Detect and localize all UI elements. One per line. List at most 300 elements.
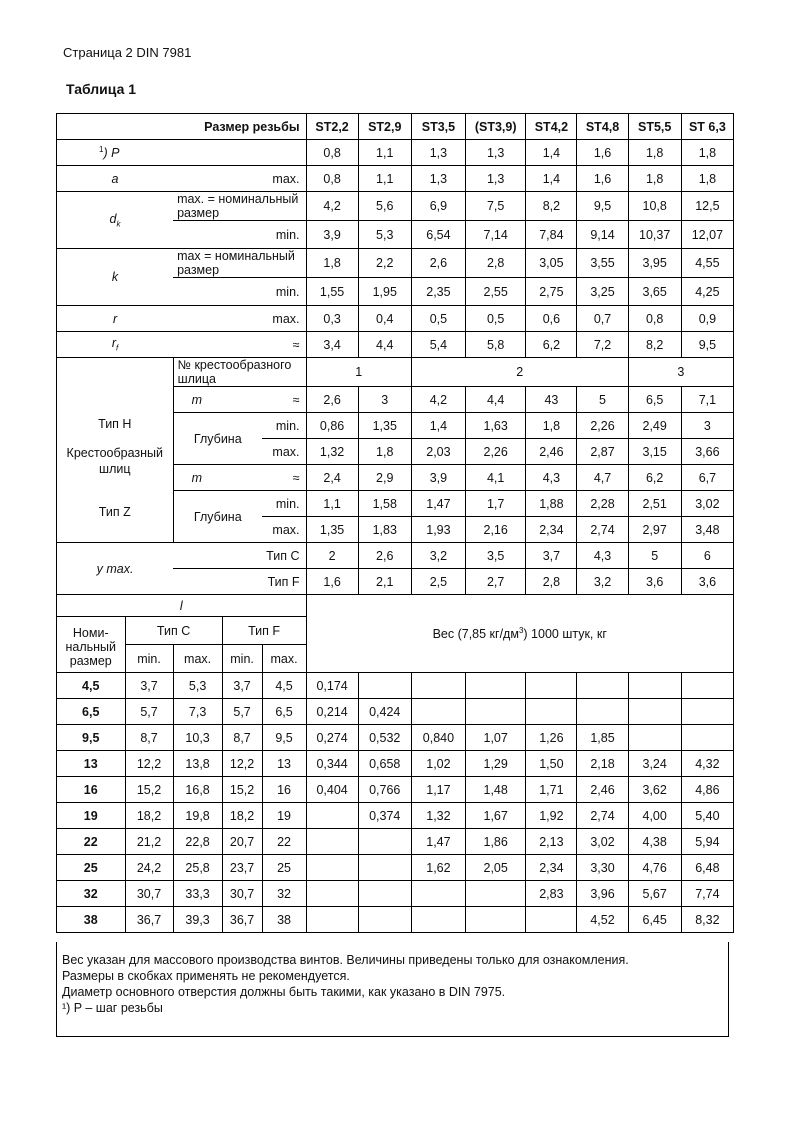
value-cell: 2,87 [577, 439, 628, 465]
value-cell: 2,1 [358, 569, 411, 595]
value-cell: 2,75 [526, 278, 577, 306]
weight-value: 4,38 [628, 829, 681, 855]
value-cell: 2,97 [628, 517, 681, 543]
dk-symbol: d [109, 211, 117, 226]
table-row [57, 166, 734, 192]
length-value: 23,7 [222, 855, 262, 881]
value-cell: 6,5 [628, 387, 681, 413]
value-cell: 3,15 [628, 439, 681, 465]
weight-value: 1,50 [526, 751, 577, 777]
length-value: 30,7 [125, 881, 173, 907]
value-cell: 1,7 [466, 491, 526, 517]
rf-subscript: f [116, 343, 119, 353]
weight-value [466, 881, 526, 907]
weight-value: 1,02 [411, 751, 465, 777]
weight-value: 0,344 [306, 751, 358, 777]
value-cell: 3,48 [681, 517, 733, 543]
value-cell: 12,5 [681, 192, 733, 221]
value-cell: 2,26 [577, 413, 628, 439]
value-cell: 5,6 [358, 192, 411, 221]
nominal-length: 38 [57, 907, 126, 933]
note-line: Размеры в скобках применять не рекомендуется. [62, 969, 350, 983]
value-cell: 4,3 [526, 465, 577, 491]
value-cell: 12,07 [681, 221, 733, 249]
r-label: r [57, 306, 174, 332]
note-line: ¹) P – шаг резьбы [62, 1001, 163, 1015]
length-value: 3,7 [222, 673, 262, 699]
weight-value [411, 881, 465, 907]
length-value: 6,5 [262, 699, 306, 725]
value-cell: 2,9 [358, 465, 411, 491]
table-row [57, 725, 734, 751]
value-cell: 3,7 [526, 543, 577, 569]
pitch-symbol: ) P [103, 146, 120, 161]
value-cell: 2,8 [466, 249, 526, 278]
table-row [57, 140, 734, 166]
recess-no: 3 [628, 358, 733, 387]
value-cell: 1,4 [526, 166, 577, 192]
weight-value [577, 673, 628, 699]
value-cell: 1,88 [526, 491, 577, 517]
weight-value: 3,96 [577, 881, 628, 907]
weight-value: 0,174 [306, 673, 358, 699]
value-cell: 1,47 [411, 491, 465, 517]
table-row [57, 358, 734, 387]
table-row [57, 699, 734, 725]
weight-value [681, 699, 733, 725]
table-row [57, 751, 734, 777]
value-cell: 3,4 [306, 332, 358, 358]
limit-label: max. [173, 166, 306, 192]
table-row [57, 881, 734, 907]
value-cell: 0,8 [306, 166, 358, 192]
max-label: max. [262, 517, 306, 543]
weight-value: 3,62 [628, 777, 681, 803]
length-label: l [57, 595, 307, 617]
table-row [57, 907, 734, 933]
value-cell: 0,5 [466, 306, 526, 332]
thread-size-header: ST4,2 [526, 114, 577, 140]
length-value: 19,8 [173, 803, 222, 829]
weight-sup: 3 [518, 625, 524, 635]
value-cell: 0,86 [306, 413, 358, 439]
value-cell: 1,1 [358, 166, 411, 192]
weight-value: 1,86 [466, 829, 526, 855]
value-cell: 3 [358, 387, 411, 413]
value-cell: 9,5 [681, 332, 733, 358]
max-label: max. [262, 439, 306, 465]
value-cell: 1,4 [526, 140, 577, 166]
pitch-label [57, 140, 307, 166]
table-row [57, 855, 734, 881]
footnote-mark: 1 [99, 144, 104, 154]
length-value: 32 [262, 881, 306, 907]
value-cell: 4,1 [466, 465, 526, 491]
nominal-length: 25 [57, 855, 126, 881]
dk-subscript: k [116, 219, 121, 229]
length-value: 39,3 [173, 907, 222, 933]
value-cell: 2,28 [577, 491, 628, 517]
value-cell: 3,55 [577, 249, 628, 278]
value-cell: 1,3 [466, 166, 526, 192]
weight-value: 4,76 [628, 855, 681, 881]
length-value: 16 [262, 777, 306, 803]
length-value: 19 [262, 803, 306, 829]
value-cell: 2,55 [466, 278, 526, 306]
length-value: 13 [262, 751, 306, 777]
value-cell: 6,7 [681, 465, 733, 491]
value-cell: 1,1 [358, 140, 411, 166]
value-cell: 6,9 [411, 192, 465, 221]
weight-value: 8,32 [681, 907, 733, 933]
length-value: 12,2 [125, 751, 173, 777]
value-cell: 1,32 [306, 439, 358, 465]
k-label: k [57, 249, 174, 306]
weight-value: 1,71 [526, 777, 577, 803]
length-value: 21,2 [125, 829, 173, 855]
max-label: max. [262, 645, 306, 673]
note-line: Диаметр основного отверстия должны быть такими, как указано в DIN 7975. [62, 985, 506, 999]
value-cell: 4,4 [466, 387, 526, 413]
nominal-length: 4,5 [57, 673, 126, 699]
value-cell: 0,7 [577, 306, 628, 332]
value-cell: 3,02 [681, 491, 733, 517]
length-value: 24,2 [125, 855, 173, 881]
value-cell: 5 [577, 387, 628, 413]
min-label: min. [222, 645, 262, 673]
value-cell: 1,3 [466, 140, 526, 166]
value-cell: 1,6 [577, 140, 628, 166]
weight-value: 1,32 [411, 803, 465, 829]
value-cell: 2,6 [358, 543, 411, 569]
value-cell: 1,8 [306, 249, 358, 278]
weight-value [466, 699, 526, 725]
nominal-length: 32 [57, 881, 126, 907]
thread-size-header: (ST3,9) [466, 114, 526, 140]
weight-value: 1,47 [411, 829, 465, 855]
weight-value: 2,34 [526, 855, 577, 881]
value-cell: 2,2 [358, 249, 411, 278]
weight-value: 0,766 [358, 777, 411, 803]
value-cell: 3,2 [411, 543, 465, 569]
value-cell: 1,8 [526, 413, 577, 439]
weight-value: 2,46 [577, 777, 628, 803]
weight-value [526, 673, 577, 699]
weight-value: 7,74 [681, 881, 733, 907]
weight-label: Вес (7,85 кг/дм [432, 627, 519, 642]
value-cell: 9,5 [577, 192, 628, 221]
m-label [173, 387, 262, 413]
length-value: 3,7 [125, 673, 173, 699]
table-row [57, 777, 734, 803]
min-label: min. [125, 645, 173, 673]
value-cell: 2,4 [306, 465, 358, 491]
weight-value: 1,67 [466, 803, 526, 829]
value-cell: 3,9 [306, 221, 358, 249]
length-value: 5,7 [222, 699, 262, 725]
value-cell: 2,74 [577, 517, 628, 543]
value-cell: 4,4 [358, 332, 411, 358]
value-cell: 1,63 [466, 413, 526, 439]
a-label: a [57, 166, 174, 192]
value-cell: 9,14 [577, 221, 628, 249]
value-cell: 2,35 [411, 278, 465, 306]
value-cell: 0,8 [306, 140, 358, 166]
thread-size-header: ST 6,3 [681, 114, 733, 140]
value-cell: 10,37 [628, 221, 681, 249]
value-cell: 3,05 [526, 249, 577, 278]
rf-label [57, 332, 174, 358]
value-cell: 2 [306, 543, 358, 569]
value-cell: 2,26 [466, 439, 526, 465]
weight-value [411, 907, 465, 933]
weight-value: 1,92 [526, 803, 577, 829]
m-symbol: m [191, 470, 202, 485]
value-cell: 5 [628, 543, 681, 569]
value-cell: 43 [526, 387, 577, 413]
weight-value [526, 907, 577, 933]
length-value: 33,3 [173, 881, 222, 907]
weight-value: 2,83 [526, 881, 577, 907]
table-row [57, 673, 734, 699]
limit-label: max. [173, 306, 306, 332]
length-value: 5,7 [125, 699, 173, 725]
value-cell: 4,2 [411, 387, 465, 413]
weight-value: 0,274 [306, 725, 358, 751]
type-f-label: Тип F [173, 569, 306, 595]
value-cell: 3,2 [577, 569, 628, 595]
value-cell: 0,9 [681, 306, 733, 332]
length-value: 16,8 [173, 777, 222, 803]
value-cell: 4,2 [306, 192, 358, 221]
value-cell: 4,3 [577, 543, 628, 569]
thread-size-header: ST2,2 [306, 114, 358, 140]
value-cell: 1,1 [306, 491, 358, 517]
weight-value: 0,840 [411, 725, 465, 751]
value-cell: 1,93 [411, 517, 465, 543]
weight-header [306, 595, 733, 673]
table-row [57, 829, 734, 855]
weight-value: 1,48 [466, 777, 526, 803]
value-cell: 1,8 [681, 166, 733, 192]
length-value: 20,7 [222, 829, 262, 855]
value-cell: 1,35 [306, 517, 358, 543]
value-cell: 5,3 [358, 221, 411, 249]
weight-value: 5,40 [681, 803, 733, 829]
table-row [57, 306, 734, 332]
type-c-label: Тип C [173, 543, 306, 569]
weight-value: 2,13 [526, 829, 577, 855]
length-value: 36,7 [222, 907, 262, 933]
min-label: min. [262, 413, 306, 439]
weight-value: 5,94 [681, 829, 733, 855]
value-cell: 0,8 [628, 306, 681, 332]
page-header: Страница 2 DIN 7981 [63, 45, 192, 60]
m-symbol: m [191, 392, 202, 407]
value-cell: 0,4 [358, 306, 411, 332]
value-cell: 0,5 [411, 306, 465, 332]
value-cell: 2,03 [411, 439, 465, 465]
weight-value: 4,86 [681, 777, 733, 803]
weight-value [411, 699, 465, 725]
nominal-length: 16 [57, 777, 126, 803]
value-cell: 1,83 [358, 517, 411, 543]
weight-value: 3,30 [577, 855, 628, 881]
weight-suffix: ) 1000 штук, кг [523, 627, 607, 642]
table-row [57, 249, 734, 278]
weight-value [526, 699, 577, 725]
weight-value [306, 881, 358, 907]
value-cell: 2,46 [526, 439, 577, 465]
limit-label: ≈ [173, 332, 306, 358]
weight-value: 1,26 [526, 725, 577, 751]
recess-no-label: № крестообразного шлица [173, 358, 306, 387]
limit-label: ≈ [262, 387, 306, 413]
table-row [57, 803, 734, 829]
value-cell: 7,2 [577, 332, 628, 358]
value-cell: 0,3 [306, 306, 358, 332]
weight-value: 1,85 [577, 725, 628, 751]
weight-value [411, 673, 465, 699]
weight-value: 4,32 [681, 751, 733, 777]
value-cell: 3,25 [577, 278, 628, 306]
length-value: 18,2 [222, 803, 262, 829]
depth-label: Глубина [173, 491, 262, 543]
length-value: 30,7 [222, 881, 262, 907]
value-cell: 2,6 [411, 249, 465, 278]
value-cell: 0,6 [526, 306, 577, 332]
value-cell: 3 [681, 413, 733, 439]
table-row [57, 332, 734, 358]
value-cell: 1,55 [306, 278, 358, 306]
value-cell: 3,66 [681, 439, 733, 465]
value-cell: 8,2 [628, 332, 681, 358]
value-cell: 1,95 [358, 278, 411, 306]
weight-value: 5,67 [628, 881, 681, 907]
m-label [173, 465, 262, 491]
weight-value: 2,74 [577, 803, 628, 829]
length-value: 10,3 [173, 725, 222, 751]
weight-value [681, 673, 733, 699]
nominal-length: 22 [57, 829, 126, 855]
weight-value [466, 907, 526, 933]
length-value: 7,3 [173, 699, 222, 725]
value-cell: 1,8 [628, 140, 681, 166]
thread-size-header: ST5,5 [628, 114, 681, 140]
weight-value [306, 907, 358, 933]
type-c-label: Тип C [125, 617, 222, 645]
value-cell: 4,25 [681, 278, 733, 306]
length-value: 36,7 [125, 907, 173, 933]
weight-value [681, 725, 733, 751]
max-nominal-label: max = номинальный размер [173, 249, 306, 278]
length-value: 4,5 [262, 673, 306, 699]
weight-value: 2,18 [577, 751, 628, 777]
value-cell: 1,3 [411, 166, 465, 192]
table-row [57, 114, 734, 140]
value-cell: 5,4 [411, 332, 465, 358]
table-row [57, 192, 734, 221]
length-value: 5,3 [173, 673, 222, 699]
value-cell: 1,6 [577, 166, 628, 192]
note-line: Вес указан для массового производства винтов. Величины приведены только для ознакомления. [62, 953, 629, 967]
length-value: 15,2 [222, 777, 262, 803]
weight-value [628, 699, 681, 725]
weight-value: 3,24 [628, 751, 681, 777]
value-cell: 7,5 [466, 192, 526, 221]
value-cell: 6,2 [526, 332, 577, 358]
rf-symbol: r [111, 336, 116, 351]
length-value: 15,2 [125, 777, 173, 803]
weight-value [358, 855, 411, 881]
weight-value: 0,404 [306, 777, 358, 803]
weight-value: 0,532 [358, 725, 411, 751]
value-cell: 6,54 [411, 221, 465, 249]
weight-value: 1,62 [411, 855, 465, 881]
min-label: min. [173, 278, 306, 306]
nominal-length: 19 [57, 803, 126, 829]
nominal-size-text: Номи-нальный размер [65, 625, 117, 668]
limit-label: ≈ [262, 465, 306, 491]
value-cell: 6,2 [628, 465, 681, 491]
length-value: 22,8 [173, 829, 222, 855]
value-cell: 2,8 [526, 569, 577, 595]
nominal-length: 9,5 [57, 725, 126, 751]
max-label: max. [173, 645, 222, 673]
value-cell: 1,4 [411, 413, 465, 439]
table-row [57, 595, 734, 617]
weight-value: 1,17 [411, 777, 465, 803]
weight-value: 4,52 [577, 907, 628, 933]
value-cell: 8,2 [526, 192, 577, 221]
value-cell: 6 [681, 543, 733, 569]
y-max-label: y max. [57, 543, 174, 595]
table-title: Таблица 1 [66, 81, 137, 97]
weight-value [306, 829, 358, 855]
value-cell: 1,3 [411, 140, 465, 166]
thread-size-label: Размер резьбы [57, 114, 307, 140]
length-value: 9,5 [262, 725, 306, 751]
length-value: 13,8 [173, 751, 222, 777]
value-cell: 2,49 [628, 413, 681, 439]
value-cell: 2,51 [628, 491, 681, 517]
value-cell: 3,95 [628, 249, 681, 278]
dimension-table [56, 113, 734, 933]
value-cell: 2,16 [466, 517, 526, 543]
weight-value: 0,374 [358, 803, 411, 829]
weight-value: 2,05 [466, 855, 526, 881]
weight-value: 6,48 [681, 855, 733, 881]
value-cell: 1,8 [681, 140, 733, 166]
value-cell: 2,6 [306, 387, 358, 413]
length-value: 8,7 [125, 725, 173, 751]
recess-no: 1 [306, 358, 411, 387]
value-cell: 2,34 [526, 517, 577, 543]
weight-value: 0,424 [358, 699, 411, 725]
value-cell: 10,8 [628, 192, 681, 221]
depth-label: Глубина [173, 413, 262, 465]
value-cell: 3,6 [681, 569, 733, 595]
length-value: 12,2 [222, 751, 262, 777]
length-value: 25,8 [173, 855, 222, 881]
min-label: min. [173, 221, 306, 249]
value-cell: 2,5 [411, 569, 465, 595]
length-value: 38 [262, 907, 306, 933]
value-cell: 1,6 [306, 569, 358, 595]
value-cell: 1,8 [358, 439, 411, 465]
weight-value: 0,658 [358, 751, 411, 777]
value-cell: 3,6 [628, 569, 681, 595]
